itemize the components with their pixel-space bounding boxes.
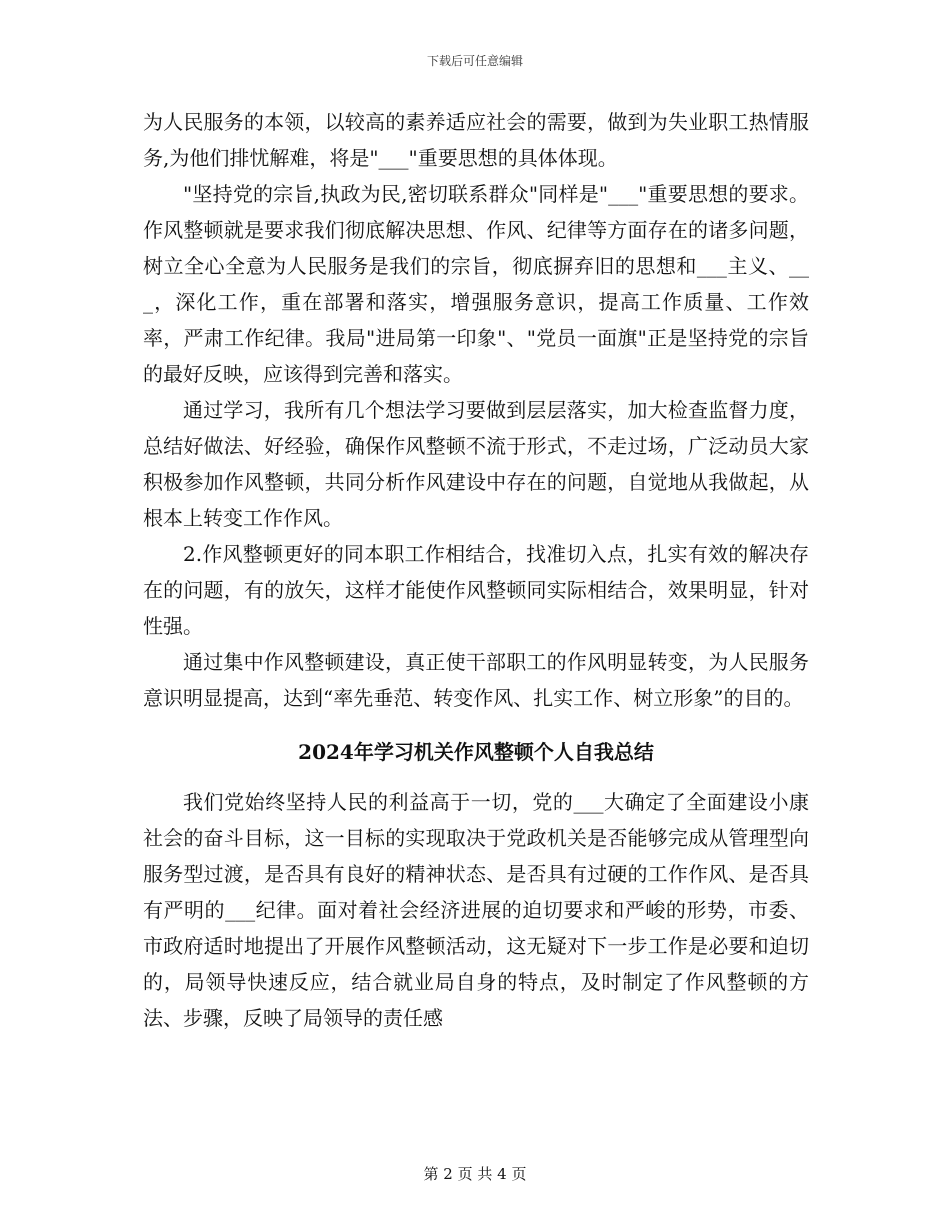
paragraph: 我们党始终坚持人民的利益高于一切，党的___大确定了全面建设小康社会的奋斗目标，这一目标的实现取决于党政机关是否能够完成从管理型向服务型过渡，是否具有良好的精神状态、是否具有过硬的工作作风、是否具有严明的___纪律。面对着社会经济进展的迫切要求和严峻的形势，市委、市政府适时地提出了开展作风整顿活动，这无疑对下一步工作是必要和迫切的，局领导快速反应，结合就业局自身的特点，及时制定了作风整顿的方法、步骤，反映了局领导的责任感 (143, 790, 809, 1030)
paragraph: 通过学习，我所有几个想法学习要做到层层落实，加大检查监督力度，总结好做法、好经验，确保作风整顿不流于形式，不走过场，广泛动员大家积极参加作风整顿，共同分析作风建设中存在的问题，自觉地从我做起，从根本上转变工作作风。 (143, 398, 809, 530)
paragraph: 2.作风整顿更好的同本职工作相结合，找准切入点，扎实有效的解决存在的问题，有的放矢，这样才能使作风整顿同实际相结合，效果明显，针对性强。 (143, 542, 809, 638)
paragraph: 为人民服务的本领，以较高的素养适应社会的需要，做到为失业职工热情服务,为他们排忧解难，将是"___"重要思想的具体体现。 (143, 110, 809, 170)
paragraph: "坚持党的宗旨,执政为民,密切联系群众"同样是"___"重要思想的要求。作风整顿就是要求我们彻底解决思想、作风、纪律等方面存在的诸多问题，树立全心全意为人民服务是我们的宗旨，彻底摒弃旧的思想和___主义、___，深化工作，重在部署和落实，增强服务意识，提高工作质量、工作效率，严肃工作纪律。我局"进局第一印象"、"党员一面旗"正是坚持党的宗旨的最好反映，应该得到完善和落实。 (143, 182, 809, 386)
section-title: 2024年学习机关作风整顿个人自我总结 (298, 740, 654, 764)
header-note: 下载后可任意编辑 (426, 54, 523, 68)
paragraph: 通过集中作风整顿建设，真正使干部职工的作风明显转变，为人民服务意识明显提高，达到“率先垂范、转变作风、扎实工作、树立形象”的目的。 (143, 650, 809, 710)
document-body (143, 104, 809, 1036)
page-number: 第 2 页 共 4 页 (423, 1165, 527, 1183)
